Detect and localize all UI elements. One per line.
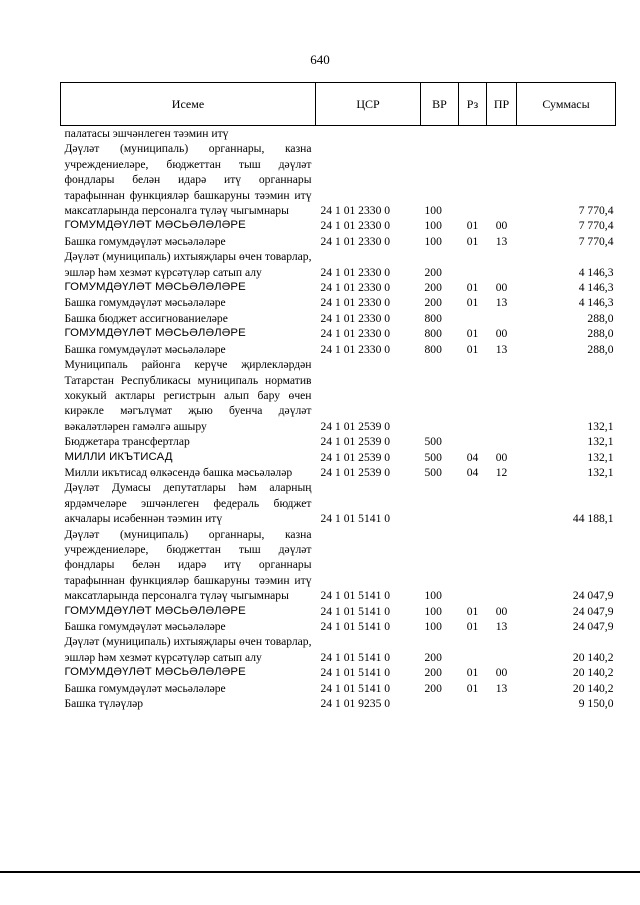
cell-rz: 01	[466, 681, 479, 695]
cell-name: Дәүләт (муниципаль) ихтыяҗлары өчен товарлар, эшләр һәм хезмәт күрсәтүләр сатып алу	[64, 250, 312, 279]
cell-sum: 20 140,2	[572, 650, 614, 664]
cell-rz: 01	[466, 219, 479, 233]
cell-vr	[421, 126, 459, 142]
budget-table	[60, 82, 616, 711]
table-row	[61, 604, 616, 619]
header-name: Исеме	[61, 83, 316, 126]
cell-rz	[459, 434, 487, 449]
table-row	[61, 665, 616, 680]
cell-pr: 13	[495, 234, 508, 248]
cell-vr: 200	[424, 281, 442, 295]
cell-csr: 24 1 01 2539 0	[320, 435, 391, 449]
cell-rz: 01	[466, 296, 479, 310]
table-row	[61, 249, 616, 280]
cell-pr	[487, 527, 517, 604]
cell-sum: 4 146,3	[578, 265, 614, 279]
cell-vr: 100	[424, 234, 442, 248]
cell-csr: 24 1 01 2539 0	[320, 419, 391, 433]
cell-csr: 24 1 01 2330 0	[320, 281, 391, 295]
table-row	[61, 681, 616, 696]
cell-vr: 500	[424, 435, 442, 449]
cell-csr: 24 1 01 2330 0	[320, 204, 391, 218]
cell-sum: 4 146,3	[578, 296, 614, 310]
cell-csr: 24 1 01 9235 0	[320, 697, 391, 711]
cell-pr: 00	[495, 604, 508, 618]
cell-pr	[487, 249, 517, 280]
cell-pr	[487, 696, 517, 711]
scan-bottom-edge	[0, 871, 640, 873]
cell-name: Башка түләүләр	[64, 697, 144, 711]
cell-csr: 24 1 01 2539 0	[320, 465, 391, 479]
cell-name: ГОМУМДӘҮЛӘТ МӘСЬӘЛӘЛӘРЕ	[64, 219, 246, 232]
cell-csr: 24 1 01 5141 0	[320, 604, 391, 618]
cell-pr	[487, 311, 517, 326]
cell-rz	[459, 311, 487, 326]
cell-vr: 100	[424, 604, 442, 618]
cell-vr: 100	[424, 620, 442, 633]
cell-sum: 9 150,0	[578, 697, 614, 711]
cell-sum: 24 047,9	[572, 589, 614, 603]
cell-csr: 24 1 01 2330 0	[320, 311, 391, 325]
header-rz: Рз	[459, 83, 487, 126]
cell-vr	[421, 480, 459, 526]
cell-pr	[487, 480, 517, 526]
table-row	[61, 434, 616, 449]
cell-rz	[459, 126, 487, 142]
cell-rz: 01	[466, 620, 479, 633]
cell-rz: 01	[466, 604, 479, 618]
cell-vr: 800	[424, 342, 442, 356]
cell-vr	[421, 696, 459, 711]
header-vr: ВР	[421, 83, 459, 126]
cell-csr: 24 1 01 5141 0	[320, 650, 391, 664]
cell-rz	[459, 357, 487, 434]
cell-name: Башка бюджет ассигнованиеләре	[64, 311, 228, 325]
table-row	[61, 326, 616, 341]
cell-csr: 24 1 01 2330 0	[320, 342, 391, 356]
page-number: 640	[310, 52, 330, 67]
cell-vr: 800	[424, 327, 442, 341]
cell-pr: 12	[495, 465, 508, 479]
cell-sum: 24 047,9	[572, 620, 614, 633]
cell-csr	[316, 126, 421, 142]
cell-name: Башка гомумдәүләт мәсьәләләре	[64, 296, 226, 310]
cell-rz	[459, 249, 487, 280]
cell-rz: 01	[466, 234, 479, 248]
table-row	[61, 696, 616, 711]
cell-rz: 01	[466, 342, 479, 356]
cell-sum: 132,1	[587, 450, 614, 464]
cell-rz	[459, 527, 487, 604]
cell-csr: 24 1 01 2330 0	[320, 234, 391, 248]
cell-name: Башка гомумдәүләт мәсьәләләре	[64, 620, 226, 633]
cell-vr: 100	[424, 589, 442, 603]
table-row	[61, 126, 616, 142]
cell-name: Бюджетара трансфертлар	[64, 435, 190, 449]
cell-rz	[459, 634, 487, 665]
cell-name: ГОМУМДӘҮЛӘТ МӘСЬӘЛӘЛӘРЕ	[64, 666, 246, 679]
header-pr: ПР	[487, 83, 517, 126]
table-row	[61, 357, 616, 434]
cell-vr	[421, 357, 459, 434]
cell-sum: 288,0	[587, 342, 614, 356]
cell-sum: 132,1	[587, 435, 614, 449]
cell-pr	[487, 634, 517, 665]
table-header	[61, 83, 616, 126]
cell-vr: 200	[424, 296, 442, 310]
cell-sum: 7 770,4	[578, 204, 614, 218]
cell-rz	[459, 696, 487, 711]
table-row	[61, 450, 616, 465]
cell-rz: 01	[466, 327, 479, 341]
cell-csr: 24 1 01 2330 0	[320, 296, 391, 310]
cell-sum: 7 770,4	[578, 234, 614, 248]
cell-csr: 24 1 01 5141 0	[320, 512, 391, 526]
cell-sum: 20 140,2	[572, 681, 614, 695]
cell-csr: 24 1 01 2330 0	[320, 327, 391, 341]
cell-name: Башка гомумдәүләт мәсьәләләре	[64, 342, 226, 356]
cell-pr	[487, 126, 517, 142]
cell-pr: 00	[495, 450, 508, 464]
cell-pr: 13	[495, 681, 508, 695]
table-row	[61, 280, 616, 295]
header-csr: ЦСР	[316, 83, 421, 126]
cell-name: Башка гомумдәүләт мәсьәләләре	[64, 681, 226, 695]
table-row	[61, 141, 616, 218]
cell-sum: 288,0	[587, 311, 614, 325]
cell-name: Муниципаль районга керүче җирлекләрдән Татарстан Республикасы муниципаль норматив хокукый актлары регистрын алып бару өчен кирәкле мәгълүмат җыю буенча дәүләт вәкаләтләрен гамәлгә ашыру	[64, 358, 312, 433]
table-row	[61, 634, 616, 665]
cell-csr: 24 1 01 5141 0	[320, 681, 391, 695]
cell-name: Дәүләт (муниципаль) органнары, казна учреждениеләре, бюджеттан тыш дәүләт фондлары белән идарә итү органнары тарафыннан функцияләр башкаруны тәэмин итү максатларында персоналга түләү чыгымнары	[64, 527, 312, 603]
cell-pr	[487, 141, 517, 218]
cell-rz: 04	[466, 450, 479, 464]
cell-vr: 500	[424, 450, 442, 464]
cell-vr: 100	[424, 219, 442, 233]
cell-pr	[487, 357, 517, 434]
cell-pr: 13	[495, 296, 508, 310]
cell-vr: 800	[424, 311, 442, 325]
cell-name: ГОМУМДӘҮЛӘТ МӘСЬӘЛӘЛӘРЕ	[64, 604, 246, 617]
table-row	[61, 234, 616, 249]
cell-sum: 7 770,4	[578, 219, 614, 233]
table-row	[61, 342, 616, 357]
cell-name: Дәүләт (муниципаль) органнары, казна учреждениеләре, бюджеттан тыш дәүләт фондлары белән идарә итү органнары тарафыннан функцияләр башкаруны тәэмин итү максатларында персоналга түләү чыгымнары	[64, 142, 312, 218]
cell-sum: 288,0	[587, 327, 614, 341]
cell-rz: 01	[466, 281, 479, 295]
cell-sum: 44 188,1	[572, 512, 614, 526]
cell-vr: 500	[424, 465, 442, 479]
cell-pr: 13	[495, 342, 508, 356]
cell-sum: 132,1	[587, 419, 614, 433]
cell-sum: 132,1	[587, 465, 614, 479]
cell-name: Дәүләт (муниципаль) ихтыяҗлары өчен товарлар, эшләр һәм хезмәт күрсәтүләр сатып алу	[64, 635, 312, 664]
cell-csr: 24 1 01 2330 0	[320, 265, 391, 279]
cell-pr: 13	[495, 620, 508, 633]
cell-pr: 00	[495, 219, 508, 233]
cell-csr: 24 1 01 2539 0	[320, 450, 391, 464]
header-row	[61, 83, 616, 126]
table-row	[61, 311, 616, 326]
cell-name: ГОМУМДӘҮЛӘТ МӘСЬӘЛӘЛӘРЕ	[64, 327, 246, 340]
cell-name: палатасы эшчәнлеген тәэмин итү	[64, 127, 229, 140]
cell-name: Дәүләт Думасы депутатлары һәм аларның ярдәмчеләре эшчәнлеген федераль бюджет акчалары исәбеннән тәэмин итү	[64, 481, 312, 526]
table-row	[61, 527, 616, 604]
cell-vr: 200	[424, 265, 442, 279]
cell-sum: 24 047,9	[572, 604, 614, 618]
table-row	[61, 218, 616, 233]
table-row	[61, 480, 616, 526]
table-body	[61, 126, 616, 712]
cell-rz: 04	[466, 465, 479, 479]
cell-name: Милли икътисад өлкәсендә башка мәсьәләләр	[64, 465, 293, 479]
table-row	[61, 619, 616, 634]
cell-vr: 200	[424, 681, 442, 695]
cell-vr: 200	[424, 666, 442, 680]
cell-name: ГОМУМДӘҮЛӘТ МӘСЬӘЛӘЛӘРЕ	[64, 281, 246, 294]
cell-csr: 24 1 01 5141 0	[320, 620, 391, 633]
cell-rz	[459, 480, 487, 526]
table-row	[61, 465, 616, 480]
cell-vr: 100	[424, 204, 442, 218]
cell-sum	[517, 126, 616, 142]
cell-rz: 01	[466, 666, 479, 680]
cell-name: Башка гомумдәүләт мәсьәләләре	[64, 234, 226, 248]
cell-pr	[487, 434, 517, 449]
cell-rz	[459, 141, 487, 218]
budget-table-container	[60, 82, 615, 711]
cell-sum: 4 146,3	[578, 281, 614, 295]
header-sum: Суммасы	[517, 83, 616, 126]
cell-sum: 20 140,2	[572, 666, 614, 680]
cell-vr: 200	[424, 650, 442, 664]
cell-csr: 24 1 01 2330 0	[320, 219, 391, 233]
table-row	[61, 295, 616, 310]
cell-name: МИЛЛИ ИКЪТИСАД	[64, 450, 173, 463]
cell-pr: 00	[495, 666, 508, 680]
cell-pr: 00	[495, 327, 508, 341]
cell-csr: 24 1 01 5141 0	[320, 589, 391, 603]
cell-pr: 00	[495, 281, 508, 295]
cell-csr: 24 1 01 5141 0	[320, 666, 391, 680]
